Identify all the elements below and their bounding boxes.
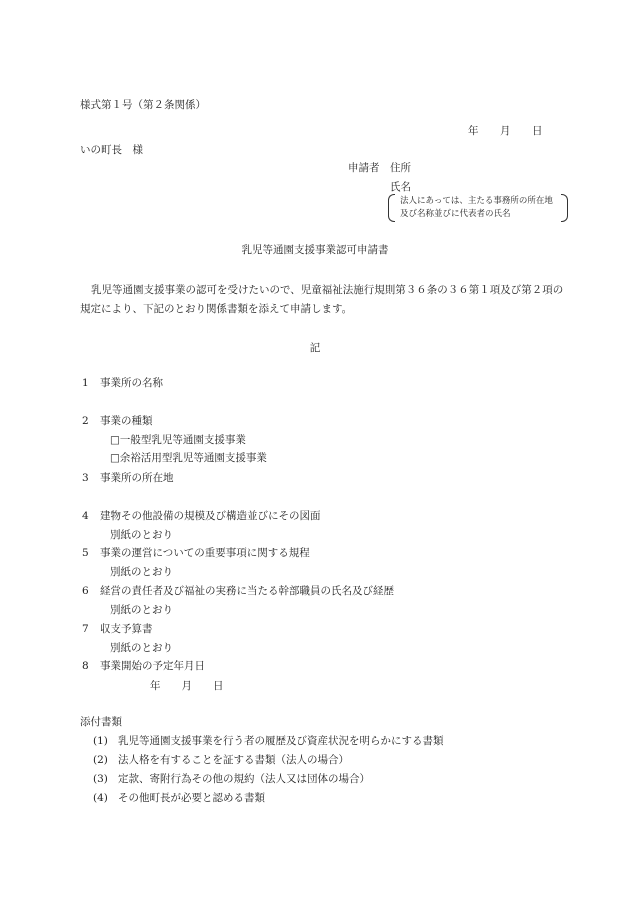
item-number: 5 [82,547,89,559]
date-day: 日 [532,125,543,137]
name-label: 氏名 [390,181,411,193]
item-number: 4 [82,510,89,522]
attachment-text: 法人格を有することを証する書類（法人の場合） [118,754,349,766]
item-number: 3 [82,472,89,484]
item-label: 事業所の名称 [100,377,163,389]
item-number: 2 [82,415,89,427]
item-label: 経営の責任者及び福祉の実務に当たる幹部職員の氏名及び経歴 [100,585,394,597]
attachment-number: (4) [93,792,108,804]
attachment-text: その他町長が必要と認める書類 [118,792,265,804]
body-line-1: 乳児等通園支援事業の認可を受けたいので、児童福祉法施行規則第３６条の３６第１項及び第２項の [91,284,564,296]
attachment-text: 乳児等通園支援事業を行う者の履歴及び資産状況を明らかにする書類 [118,735,444,747]
item-label: 収支予算書 [100,623,153,635]
item-sub: 別紙のとおり [110,642,173,654]
item-number: 6 [82,585,89,597]
note-line-1: 法人にあっては、主たる事務所の所在地 [400,196,553,206]
item-number: 1 [82,377,89,389]
item-label: 事業開始の予定年月日 [100,660,205,672]
document-title: 乳児等通園支援事業認可申請書 [241,244,389,256]
bracket-left [388,194,395,222]
note-line-2: 及び名称並びに代表者の氏名 [400,209,511,219]
checkbox-option[interactable]: □余裕活用型乳児等通園支援事業 [110,452,267,464]
attachment-number: (2) [93,754,108,766]
item-number: 7 [82,623,89,635]
ki-heading: 記 [309,342,321,354]
attachments-heading: 添付書類 [80,716,122,728]
item-sub: 別紙のとおり [110,604,173,616]
attachment-number: (1) [93,735,108,747]
date-year: 年 [468,125,479,137]
item-label: 事業の運営についての重要事項に関する規程 [100,547,310,559]
item-number: 8 [82,660,89,672]
attachment-number: (3) [93,773,108,785]
applicant-label: 申請者 [348,162,380,174]
item-label: 建物その他設備の規模及び構造並びにその図面 [100,510,321,522]
applicant-note [388,194,568,222]
item-sub: 別紙のとおり [110,566,173,578]
item-label: 事業所の所在地 [100,472,174,484]
bracket-right [561,194,568,222]
item-sub: 別紙のとおり [110,529,173,541]
item-label: 事業の種類 [100,415,153,427]
body-line-2: 規定により、下記のとおり関係書類を添えて申請します。 [80,303,353,315]
item-sub: 年 月 日 [150,680,224,692]
addressee: いの町長 様 [80,144,143,156]
checkbox-option[interactable]: □一般型乳児等通園支援事業 [110,434,246,446]
address-label: 住所 [390,162,411,174]
date-month: 月 [500,125,511,137]
form-number: 様式第１号（第２条関係） [80,99,206,111]
attachment-text: 定款、寄附行為その他の規約（法人又は団体の場合） [118,773,370,785]
